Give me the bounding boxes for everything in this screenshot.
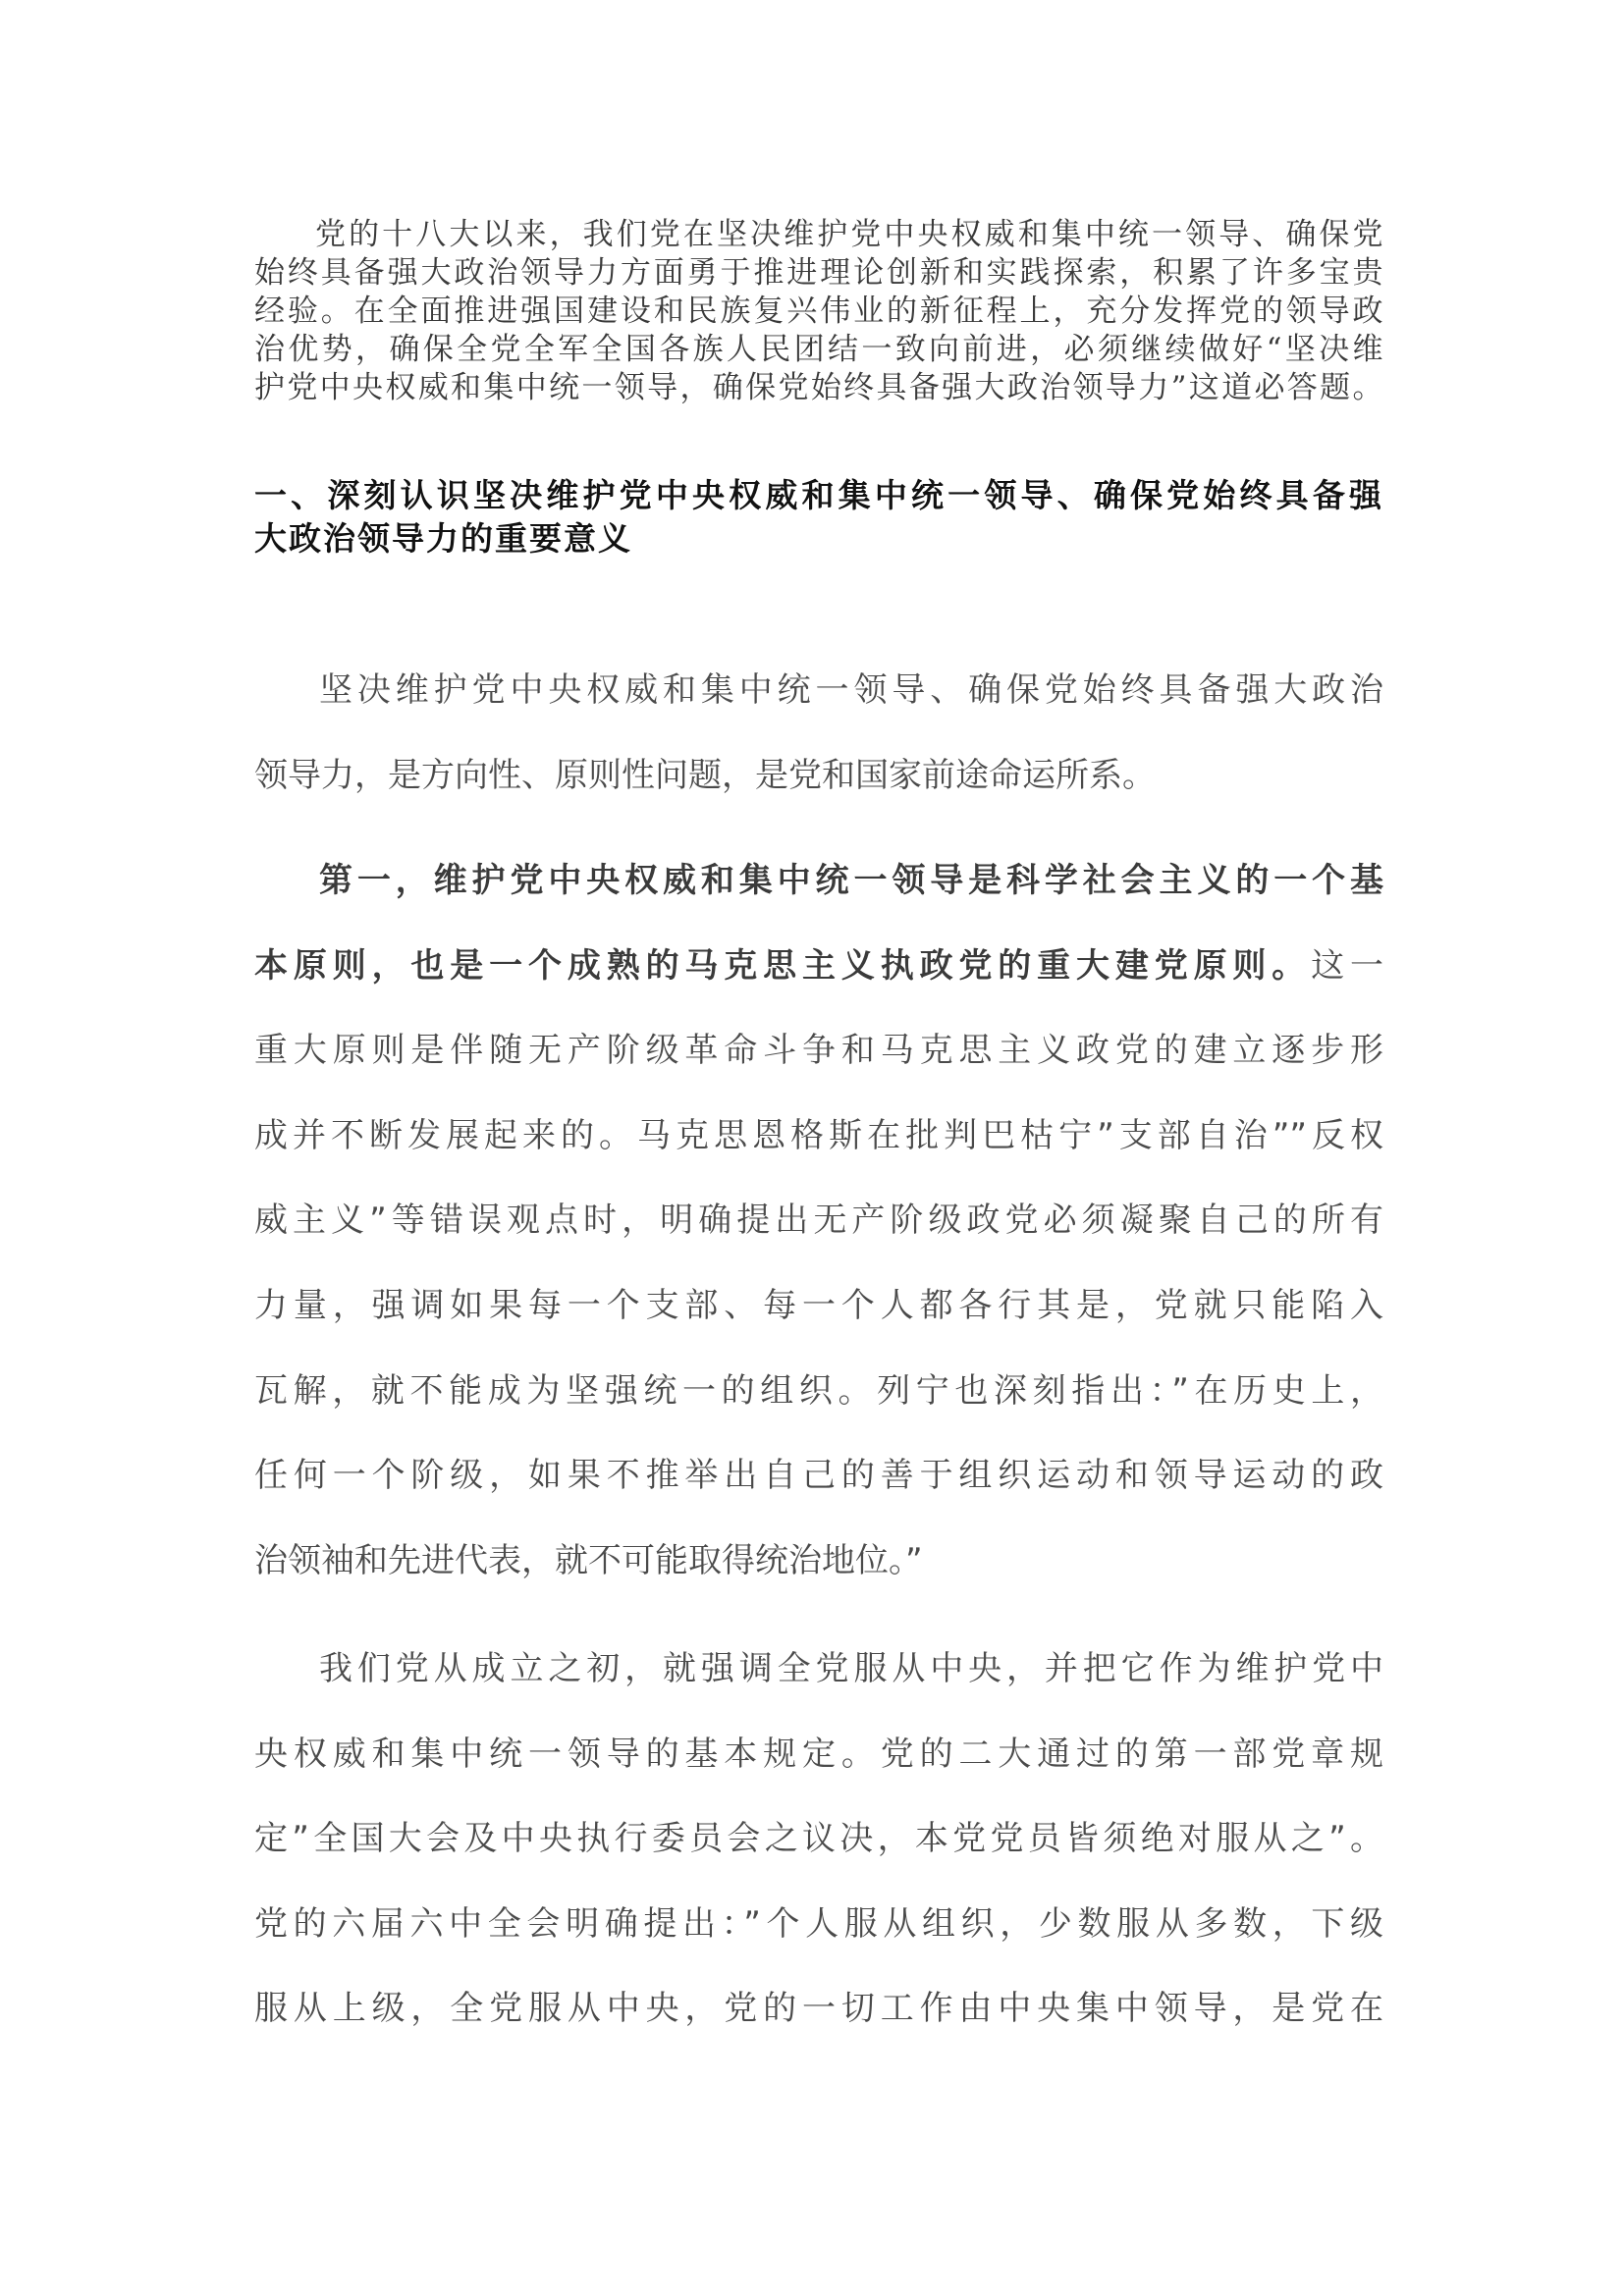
heading-line: 一、深刻认识坚决维护党中央权威和集中统一领导、确保党始终具备强 [254, 476, 1383, 514]
section-heading [254, 474, 1383, 561]
text-line: 经验。在全面推进强国建设和民族复兴伟业的新征程上，充分发挥党的领导政 [254, 294, 1383, 329]
bold-text: 本原则，也是一个成熟的马克思主义执政党的重大建党原则。 [254, 945, 1312, 986]
text-line: 我们党从成立之初，就强调全党服从中央，并把它作为维护党中 [319, 1649, 1383, 1688]
text-line: 治优势，确保全党全军全国各族人民团结一致向前进，必须继续做好“坚决维 [254, 332, 1383, 367]
text-line: 服从上级，全党服从中央，党的一切工作由中央集中领导，是党在 [254, 1989, 1383, 2029]
text-line: 成并不断发展起来的。马克思恩格斯在批判巴枯宁”支部自治””反权 [254, 1115, 1383, 1155]
bold-text-line: 第一，维护党中央权威和集中统一领导是科学社会主义的一个基 [319, 861, 1383, 900]
heading-line: 大政治领导力的重要意义 [254, 519, 632, 558]
text-line: 领导力，是方向性、原则性问题，是党和国家前途命运所系。 [254, 755, 1156, 795]
text-line: 坚决维护党中央权威和集中统一领导、确保党始终具备强大政治 [319, 670, 1383, 710]
text-line: 任何一个阶级，如果不推举出自己的善于组织运动和领导运动的政 [254, 1456, 1383, 1496]
text-line: 瓦解，就不能成为坚强统一的组织。列宁也深刻指出：”在历史上， [254, 1370, 1383, 1411]
paragraph-party-history [254, 1627, 1383, 2052]
text-line: 党的十八大以来，我们党在坚决维护党中央权威和集中统一领导、确保党 [315, 217, 1383, 252]
text-line: 党的六届六中全会明确提出：”个人服从组织，少数服从多数，下级 [254, 1903, 1383, 1944]
text-line: 力量，强调如果每一个支部、每一个人都各行其是，党就只能陷入 [254, 1285, 1383, 1325]
text-line: 护党中央权威和集中统一领导，确保党始终具备强大政治领导力”这道必答题。 [254, 370, 1383, 405]
intro-paragraph [254, 216, 1383, 407]
text-line: 定”全国大会及中央执行委员会之议决，本党党员皆须绝对服从之”。 [254, 1819, 1383, 1859]
text-line: 重大原则是伴随无产阶级革命斗争和马克思主义政党的建立逐步形 [254, 1031, 1383, 1071]
paragraph-first-point [254, 838, 1383, 1603]
normal-text: 这一 [1311, 945, 1383, 986]
text-line: 治领袖和先进代表，就不可能取得统治地位。” [254, 1540, 923, 1580]
text-line: 央权威和集中统一领导的基本规定。党的二大通过的第一部党章规 [254, 1734, 1383, 1774]
text-line: 威主义”等错误观点时，明确提出无产阶级政党必须凝聚自己的所有 [254, 1201, 1383, 1241]
text-line [254, 924, 1383, 1009]
paragraph-overview [254, 648, 1383, 818]
text-line: 始终具备强大政治领导力方面勇于推进理论创新和实践探索，积累了许多宝贵 [254, 255, 1383, 291]
